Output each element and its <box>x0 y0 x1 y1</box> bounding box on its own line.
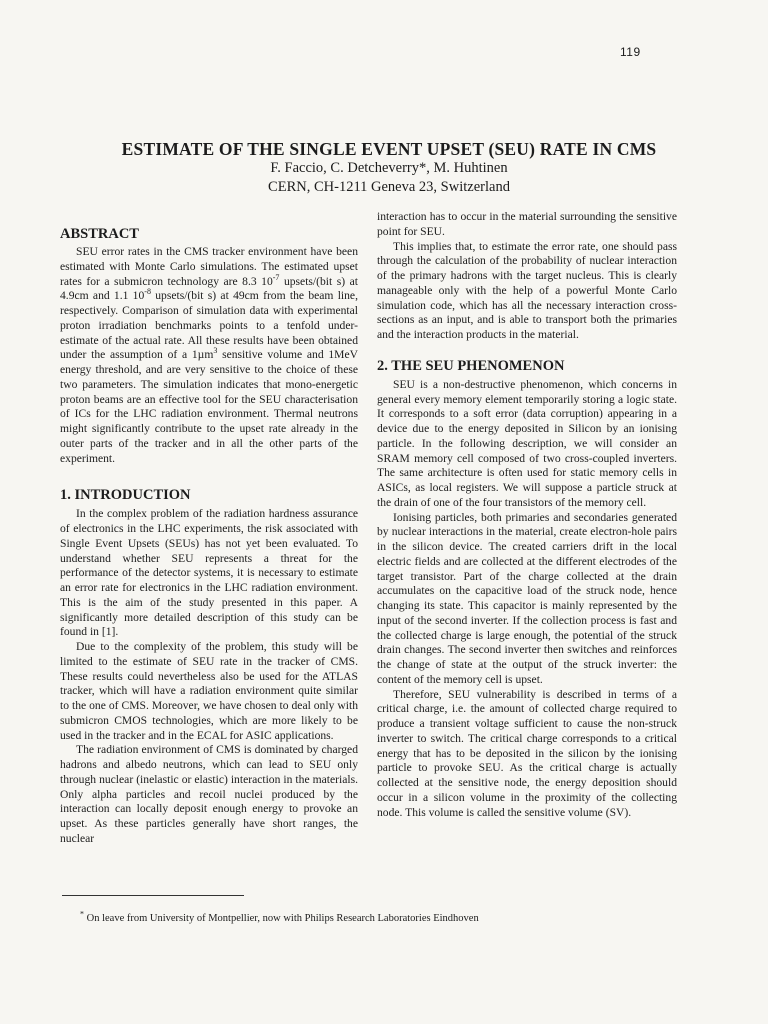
abstract-heading: ABSTRACT <box>60 226 139 242</box>
abstract-text-1: SEU error rates in the CMS tracker environment have been estimated with Monte Carlo simulations. The estimated upset rates for a submicron technology are 8.3 10 <box>60 245 358 288</box>
footnote-text: On leave from University of Montpellier, now with Philips Research Laboratories Eindhoven <box>84 913 479 924</box>
introduction-paragraph-1: In the complex problem of the radiation hardness assurance of electronics in the LHC experiments, the risk associated with Single Event Upsets (SEUs) has not yet been evaluated. To understand whether SEU represents a threat for the performance of the detector systems, it is necessary to estimate an error rate for electronics in the LHC radiation environment. This is the aim of the study presented in this paper. A significantly more detailed description of this study can be found in [1]. <box>60 507 358 639</box>
abstract-text-3: upsets/(bit s) at 49cm from the beam line, respectively. Comparison of simulation data with experimental proton irradiation benchmarks points to a tenfold under-estimate of the actual rate. All these results have been obtained under the assumption of a 1µm <box>60 289 358 362</box>
footnote-divider <box>62 895 244 896</box>
paper-affiliation: CERN, CH-1211 Geneva 23, Switzerland <box>268 179 510 195</box>
seu-paragraph-2: Ionising particles, both primaries and secondaries generated by nuclear interactions in the material, create electron-hole pairs in the silicon device. The created carriers drift in the local electric fields and are collected at the different electrodes of the target transistor. Part of the charge collected at the drain accumulates on the capacitive load of the struck node, hence changing its state. This capacitor is mainly represented by the input of the second inverter. If the collection process is fast and the collected charge is large enough, the potential of the struck drain changes. The second inverter then switches and reinforces the change of state at the output of the struck inverter: the content of the memory cell is upset. <box>377 510 677 686</box>
footnote-marker: * <box>80 909 84 919</box>
footnote <box>80 909 479 924</box>
paper-authors: F. Faccio, C. Detcheverry*, M. Huhtinen <box>270 160 508 176</box>
introduction-paragraph-3-continued: interaction has to occur in the material surrounding the sensitive point for SEU. <box>377 210 677 238</box>
page-number: 119 <box>620 45 641 59</box>
abstract-exponent-1: -7 <box>272 272 280 282</box>
abstract-exponent-3: 3 <box>213 346 218 356</box>
introduction-paragraph-2: Due to the complexity of the problem, this study will be limited to the estimate of SEU rate in the tracker of CMS. These results could nevertheless also be used for the ATLAS tracker, which will have a radiation environment quite similar to the one of CMS. Moreover, we have chosen to deal only with submicron CMOS technologies, which are more likely to be used in the tracker and in the ECAL for ASIC applications. <box>60 640 358 742</box>
abstract-text-2: upsets/(bit s) at 4.9cm and 1.1 10 <box>60 274 358 303</box>
abstract-exponent-2: -8 <box>144 287 151 297</box>
seu-paragraph-3: Therefore, SEU vulnerability is described in terms of a critical charge, i.e. the amount of collected charge required to produce a transient voltage sufficient to cause the non-struck inverter to switch. The critical charge corresponds to a critical energy that has to be deposited in the silicon by the ionising particle to provoke SEU. As the critical charge is actually collected at the sensitive node, the energy deposition should occur in a silicon volume in the proximity of the collecting node. This volume is called the sensitive volume (SV). <box>377 687 677 819</box>
introduction-heading: 1. INTRODUCTION <box>60 487 191 504</box>
paper-title: ESTIMATE OF THE SINGLE EVENT UPSET (SEU) RATE IN CMS <box>121 139 657 159</box>
abstract-paragraph <box>60 245 358 466</box>
seu-paragraph-1: SEU is a non-destructive phenomenon, which concerns in general every memory element temporarily storing a logic state. It corresponds to a soft error (data corruption) appearing in a device due to the energy deposited in Silicon by an ionising particle. In the following description, we will consider an SRAM memory cell composed of two cross-coupled inverters. The same architecture is often used for static memory cells in ASICs, as local registers. We will suppose a particle struck at the drain of one of the four transistors of the memory cell. <box>377 377 677 509</box>
abstract-text-4: sensitive volume and 1MeV energy threshold, and are very sensitive to the choice of these two parameters. The simulation indicates that mono-energetic proton beams are an effective tool for the SEU characterisation of ICs for the LHC radiation environment. Thermal neutrons might significantly contribute to the upset rate already in the outer parts of the tracker and in all the other parts of the experiment. <box>60 348 359 465</box>
seu-phenomenon-heading: 2. THE SEU PHENOMENON <box>377 357 565 374</box>
paper-header <box>0 139 768 197</box>
introduction-paragraph-4: This implies that, to estimate the error rate, one should pass through the calculation of the probability of nuclear interaction of the primary hadrons with the target nucleus. This is clearly manageable only with the help of a powerful Monte Carlo simulation code, which has all the necessary interaction cross-sections as an input, and is able to transport both the primaries and the interaction products in the material. <box>377 239 677 341</box>
right-column <box>377 210 677 820</box>
introduction-paragraph-3: The radiation environment of CMS is dominated by charged hadrons and albedo neutrons, which can lead to SEU only through nuclear (inelastic or elastic) interaction in the materials. Only alpha particles and recoil nuclei produced by the interaction can locally deposit enough energy to provoke an upset. As these particles generally have short ranges, the nuclear <box>60 743 358 845</box>
left-column <box>60 210 358 847</box>
